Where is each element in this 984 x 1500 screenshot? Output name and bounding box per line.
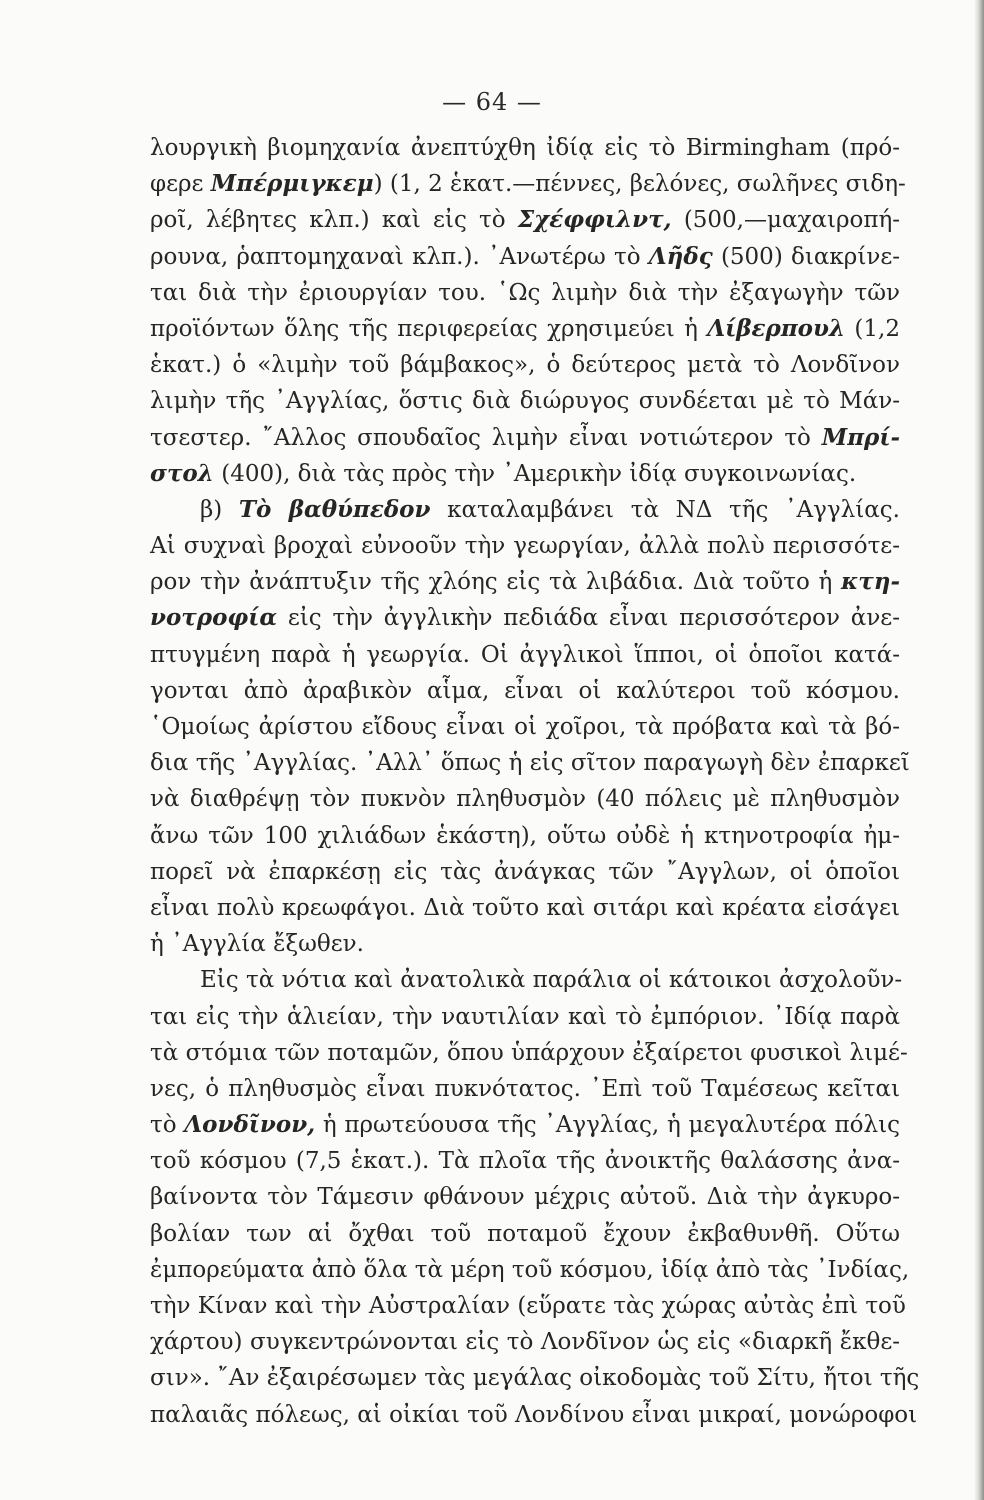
text-line (150, 564, 900, 600)
text-line (150, 1179, 900, 1215)
text-run: παλαιᾶς πόλεως, αἱ οἰκίαι τοῦ Λονδίνου εἶναι μικραί, μονώροφοι (150, 1401, 918, 1428)
text-line (150, 492, 900, 528)
page-number: — 64 — (442, 88, 542, 116)
text-run: βολίαν των αἱ ὄχθαι τοῦ ποταμοῦ ἔχουν ἐκβαθυνθῆ. Οὕτω (150, 1220, 900, 1247)
text-line (150, 1107, 900, 1143)
text-run: τὸ (150, 1112, 185, 1139)
bold-term: κτη- (841, 568, 900, 596)
text-line (150, 600, 900, 636)
bold-term: Σχέφφιλντ, (517, 206, 672, 234)
body-text (150, 130, 920, 1433)
bold-term: Μπέρμιγκεμ (210, 170, 374, 198)
text-run: χάρτου) συγκεντρώνονται εἰς τὸ Λονδῖνον ὡς εἰς «διαρκῆ ἔκθε- (150, 1329, 900, 1356)
text-line (150, 1252, 910, 1288)
text-line (150, 347, 900, 383)
text-run: ἄνω τῶν 100 χιλιάδων ἑκάστη), οὕτω οὐδὲ ἡ κτηνοτροφία ἠμ- (150, 822, 900, 849)
text-run: ροῖ, λέβητες κλπ.) καὶ εἰς τὸ (150, 207, 518, 234)
text-line (150, 275, 900, 311)
text-line (150, 130, 900, 166)
text-run: δια τῆς ᾿Αγγλίας. ᾿Αλλ᾿ ὅπως ἡ εἰς σῖτον παραγωγὴ δὲν ἐπαρκεῖ (150, 750, 910, 777)
text-line (150, 999, 900, 1035)
text-run: τὰ στόμια τῶν ποταμῶν, ὅπου ὑπάρχουν ἐξαίρετοι φυσικοὶ λιμέ- (150, 1039, 908, 1066)
text-run: προϊόντων ὅλης τῆς περιφερείας χρησιμεύει ἡ (150, 315, 708, 342)
text-line (150, 818, 900, 854)
bold-term: στολ (150, 459, 214, 487)
text-run: φερε (150, 171, 211, 198)
text-run: τοῦ κόσμου (7,5 ἑκατ.). Τὰ πλοῖα τῆς ἀνοικτῆς θαλάσσης ἀνα- (150, 1148, 900, 1175)
text-line (150, 1360, 920, 1396)
text-run: λουργικὴ βιομηχανία ἀνεπτύχθη ἰδίᾳ εἰς τὸ Birmingham (πρό- (150, 135, 900, 161)
text-run: πτυγμένη παρὰ ἡ γεωργία. Οἱ ἀγγλικοὶ ἵπποι, οἱ ὁποῖοι κατά- (150, 641, 900, 668)
text-line (150, 637, 900, 673)
text-run: ἡ ᾿Αγγλία ἔξωθεν. (150, 931, 364, 958)
bold-term: νοτροφία (150, 604, 278, 632)
text-line (150, 1397, 918, 1433)
text-run: εἶναι πολὺ κρεωφάγοι. Διὰ τοῦτο καὶ σιτάρι καὶ κρέατα εἰσάγει (150, 894, 900, 921)
text-run: νες, ὁ πληθυσμὸς εἶναι πυκνότατος. ᾿Επὶ τοῦ Ταμέσεως κεῖται (150, 1075, 900, 1102)
text-run: τσεστερ. ῎Αλλος σπουδαῖος λιμὴν εἶναι νοτιώτερον τὸ (150, 424, 822, 451)
bold-term: Λονδῖνον, (184, 1111, 316, 1139)
text-line (150, 962, 903, 998)
text-run: Αἱ συχναὶ βροχαὶ εὐνοοῦν τὴν γεωργίαν, ἀλλὰ πολὺ περισσότε- (150, 533, 900, 560)
bold-term: Λίβερπουλ (707, 314, 846, 342)
page-edge-shadow (974, 0, 984, 1500)
paragraph (150, 492, 910, 962)
text-run: ρον τὴν ἀνάπτυξιν τῆς χλόης εἰς τὰ λιβάδια. Διὰ τοῦτο ἡ (150, 569, 842, 596)
text-line (150, 854, 900, 890)
text-line (150, 1143, 900, 1179)
text-run: λιμὴν τῆς ᾿Αγγλίας, ὅστις διὰ διώρυγος συνδέεται μὲ τὸ Μάν- (150, 388, 900, 415)
text-line (150, 1324, 900, 1360)
text-run: (500) διακρίνε- (712, 243, 901, 270)
text-line (150, 781, 900, 817)
text-run: ται διὰ τὴν ἐριουργίαν του. ῾Ως λιμὴν διὰ τὴν ἐξαγωγὴν τῶν (150, 279, 900, 306)
text-run: β) (200, 496, 239, 523)
text-line (150, 456, 900, 492)
text-run: βαίνοντα τὸν Τάμεσιν φθάνουν μέχρις αὐτοῦ. Διὰ τὴν ἀγκυρο- (150, 1184, 900, 1211)
text-run: Εἰς τὰ νότια καὶ ἀνατολικὰ παράλια οἱ κάτοικοι ἀσχολοῦν- (200, 967, 903, 994)
text-run: νὰ διαθρέψῃ τὸν πυκνὸν πληθυσμὸν (40 πόλεις μὲ πληθυσμὸν (150, 786, 900, 813)
text-run: γονται ἀπὸ ἀραβικὸν αἷμα, εἶναι οἱ καλύτεροι τοῦ κόσμου. (150, 677, 900, 704)
text-line (150, 673, 900, 709)
text-line (150, 926, 900, 962)
text-line (150, 166, 906, 202)
text-line (150, 311, 900, 347)
text-line (150, 1288, 906, 1324)
text-run: ἡ πρωτεύουσα τῆς ᾿Αγγλίας, ἡ μεγαλυτέρα πόλις (315, 1112, 900, 1139)
paragraph (150, 130, 906, 492)
text-run: ἐμπορεύματα ἀπὸ ὅλα τὰ μέρη τοῦ κόσμου, ἰδίᾳ ἀπὸ τὰς ᾿Ινδίας, (150, 1256, 910, 1283)
text-line (150, 709, 900, 745)
text-run: τὴν Κίναν καὶ τὴν Αὐστραλίαν (εὕρατε τὰς χώρας αὐτὰς ἐπὶ τοῦ (150, 1293, 906, 1319)
text-line (150, 1035, 908, 1071)
text-line (150, 239, 900, 275)
text-run: ται εἰς τὴν ἁλιείαν, τὴν ναυτιλίαν καὶ τὸ ἐμπόριον. ᾿Ιδίᾳ παρὰ (150, 1003, 900, 1030)
bold-term: Μπρί- (821, 423, 900, 451)
text-line (150, 383, 900, 419)
text-run: (400), διὰ τὰς πρὸς τὴν ᾿Αμερικὴν ἰδίᾳ συγκοινωνίας. (213, 460, 857, 487)
text-line (150, 1071, 900, 1107)
text-run: (1,2 (845, 315, 900, 342)
text-run: σιν». ῎Αν ἐξαιρέσωμεν τὰς μεγάλας οἰκοδομὰς τοῦ Σίτυ, ἤτοι τῆς (150, 1365, 920, 1392)
bold-term: Τὸ βαθύπεδον (238, 495, 431, 523)
text-run: ρουνα, ῥαπτομηχαναὶ κλπ.). ᾿Ανωτέρω τὸ (150, 243, 649, 270)
text-run: εἰς τὴν ἀγγλικὴν πεδιάδα εἶναι περισσότερον ἀνε- (277, 605, 900, 632)
paragraph (150, 962, 920, 1432)
text-run: ῾Ομοίως ἀρίστου εἴδους εἶναι οἱ χοῖροι, τὰ πρόβατα καὶ τὰ βό- (150, 714, 900, 740)
text-line (150, 890, 900, 926)
text-line (150, 528, 900, 564)
text-run: (500,—μαχαιροπή- (671, 207, 900, 234)
text-line (150, 1216, 900, 1252)
text-run: καταλαμβάνει τὰ ΝΔ τῆς ᾿Αγγλίας. (430, 496, 900, 523)
text-line (150, 202, 900, 238)
text-run: ) (1, 2 ἑκατ.—πέννες, βελόνες, σωλῆνες σιδη- (373, 171, 906, 198)
text-line (150, 420, 900, 456)
text-run: πορεῖ νὰ ἐπαρκέσῃ εἰς τὰς ἀνάγκας τῶν ῎Αγγλων, οἱ ὁποῖοι (150, 858, 900, 885)
text-line (150, 745, 910, 781)
bold-term: Λῆδς (648, 242, 713, 270)
text-run: ἑκατ.) ὁ «λιμὴν τοῦ βάμβακος», ὁ δεύτερος μετὰ τὸ Λονδῖνον (150, 352, 900, 379)
